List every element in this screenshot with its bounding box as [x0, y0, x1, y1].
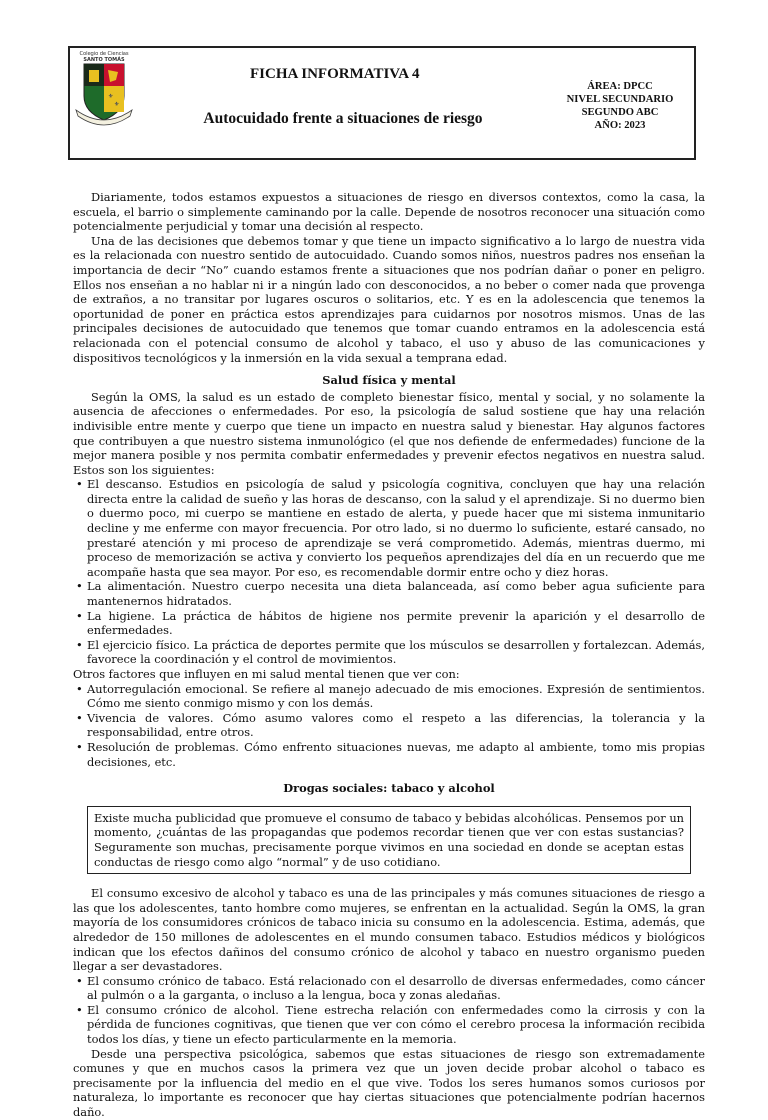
list-item: • El consumo crónico de tabaco. Está relacionado con el desarrollo de diversas enfermedades, como cáncer al pulmón o a la garganta, o incluso a la lengua, boca y zonas aledañas.	[87, 974, 705, 1003]
intro-paragraph-1: Diariamente, todos estamos expuestos a situaciones de riesgo en diversos contextos, como la casa, la escuela, el barrio o simplemente caminando por la calle. Depende de nosotros reconocer una situación como potencialmente perjudicial y tomar una decisión al respecto.	[73, 190, 705, 234]
page-title: FICHA INFORMATIVA 4	[250, 66, 420, 82]
meta-year: AÑO: 2023	[594, 120, 646, 131]
callout-box	[87, 806, 691, 874]
mental-health-intro: Otros factores que influyen en mi salud mental tienen que ver con:	[73, 667, 460, 681]
list-item: • El consumo crónico de alcohol. Tiene estrecha relación con enfermedades como la cirrosis y con la pérdida de funciones cognitivas, que tienen que ver con cómo el cerebro procesa la información recibida todos los días, y tiene un efecto particularmente en la memoria.	[87, 1003, 705, 1047]
list-item: • Vivencia de valores. Cómo asumo valores como el respeto a las diferencias, la tolerancia y la responsabilidad, entre otros.	[87, 711, 705, 740]
page-subtitle: Autocuidado frente a situaciones de riesgo	[203, 110, 483, 127]
svg-text:⚜: ⚜	[114, 101, 120, 108]
section-heading-health: Salud física y mental	[322, 373, 456, 388]
header-meta	[550, 80, 690, 132]
crest-shield-icon	[70, 52, 138, 130]
drugs-paragraph: El consumo excesivo de alcohol y tabaco es una de las principales y más comunes situaciones de riesgo a las que los adolescentes, tanto hombre como mujeres, se enfrentan en la actualidad. Según la OMS, la gran mayoría de los consumidores crónicos de tabaco inicia su consumo en la adolescencia. Estima, además, que alrededor de 150 millones de adolescentes en el mundo consumen tabaco. Estudios médicos y biológicos indican que los efectos dañinos del consumo crónico de alcohol y tabaco en nuestro organismo pueden llegar a ser devastadores.	[73, 886, 705, 974]
mental-factors-list	[73, 682, 705, 770]
list-item: • Resolución de problemas. Cómo enfrento situaciones nuevas, me adapto al ambiente, tomo mis propias decisiones, etc.	[87, 740, 705, 769]
callout-text: Existe mucha publicidad que promueve el consumo de tabaco y bebidas alcohólicas. Pensemos por un momento, ¿cuántas de las propagandas que podemos recordar tienen que ver con estas sustancias? Seguramente son muchas, precisamente porque vivimos en una sociedad en donde se aceptan estas conductas de riesgo como algo “normal” y de uso cotidiano.	[94, 810, 684, 869]
drugs-effects-list	[73, 974, 705, 1047]
crest-top-text: Colegio de Ciencias	[79, 51, 129, 57]
list-item: • Autorregulación emocional. Se refiere al manejo adecuado de mis emociones. Expresión de sentimientos. Cómo me siento conmigo mismo y con los demás.	[87, 682, 705, 711]
section-heading-drugs: Drogas sociales: tabaco y alcohol	[283, 781, 495, 796]
meta-level: NIVEL SECUNDARIO	[566, 94, 674, 105]
school-crest	[70, 52, 138, 130]
svg-text:⚜: ⚜	[108, 93, 114, 100]
list-item: • La higiene. La práctica de hábitos de higiene nos permite prevenir la aparición y el desarrollo de enfermedades.	[87, 609, 705, 638]
document-body	[73, 190, 705, 1120]
closing-paragraph: Desde una perspectiva psicológica, sabemos que estas situaciones de riesgo son extremadamente comunes y que en muchos casos la primera vez que un joven decide probar alcohol o tabaco es precisamente por la influencia del medio en el que vive. Todos los seres humanos somos curiosos por naturaleza, lo importante es reconocer que hay ciertas situaciones que potencialmente podrían hacernos daño.	[73, 1046, 705, 1120]
health-factors-list	[73, 477, 705, 667]
list-item: • El ejercicio físico. La práctica de deportes permite que los músculos se desarrollen y fortalezcan. Además, favorece la coordinación y el control de movimientos.	[87, 638, 705, 667]
list-item: • El descanso. Estudios en psicología de salud y psicología cognitiva, concluyen que hay una relación directa entre la calidad de sueño y las horas de descanso, con la salud y el aprendizaje. Si no duermo bien o duermo poco, mi cuerpo se mantiene en estado de alerta, y puede hacer que mi sistema inmunitario decline y me enferme con mayor frecuencia. Por otro lado, si no duermo lo suficiente, estaré cansado, no prestaré atención y mi proceso de aprendizaje se verá comprometido. Además, mientras duermo, mi proceso de memorización se activa y convierto los pequeños aprendizajes del día en un recuerdo que me acompañe hasta que sea mayor. Por eso, es recomendable dormir entre ocho y diez horas.	[87, 477, 705, 579]
intro-paragraph-2: Una de las decisiones que debemos tomar y que tiene un impacto significativo a lo largo de nuestra vida es la relacionada con nuestro sentido de autocuidado. Cuando somos niños, nuestros padres nos enseñan la importancia de decir “No” cuando estamos frente a situaciones que nos podrían dañar o poner en peligro. Ellos nos enseñan a no hablar ni ir a ningún lado con desconocidos, a no beber o comer nada que provenga de extraños, a no transitar por lugares oscuros o solitarios, etc. Y es en la adolescencia que tenemos la oportunidad de poner en práctica estos aprendizajes para cuidarnos por nosotros mismos. Unas de las principales decisiones de autocuidado que tenemos que tomar cuando entramos en la adolescencia está relacionada con el potencial consumo de alcohol y tabaco, el uso y abuso de las comunicaciones y dispositivos tecnológicos y la inmersión en la vida sexual a temprana edad.	[73, 233, 705, 365]
list-item: • La alimentación. Nuestro cuerpo necesita una dieta balanceada, así como beber agua suficiente para mantenernos hidratados.	[87, 579, 705, 608]
health-paragraph: Según la OMS, la salud es un estado de completo bienestar físico, mental y social, y no solamente la ausencia de afecciones o enfermedades. Por eso, la psicología de salud sostiene que hay una relación indivisible entre mente y cuerpo que tiene un impacto en nuestra salud y bienestar. Hay algunos factores que contribuyen a que nuestro sistema inmunológico (el que nos defiende de enfermedades) funcione de la mejor manera posible y nos permita combatir enfermedades y prevenir efectos negativos en nuestra salud. Estos son los siguientes:	[73, 389, 705, 477]
crest-school-name: SANTO TOMÁS	[83, 57, 125, 63]
meta-area: ÁREA: DPCC	[587, 81, 653, 92]
header-box	[68, 46, 696, 160]
meta-grade: SEGUNDO ABC	[581, 107, 659, 118]
